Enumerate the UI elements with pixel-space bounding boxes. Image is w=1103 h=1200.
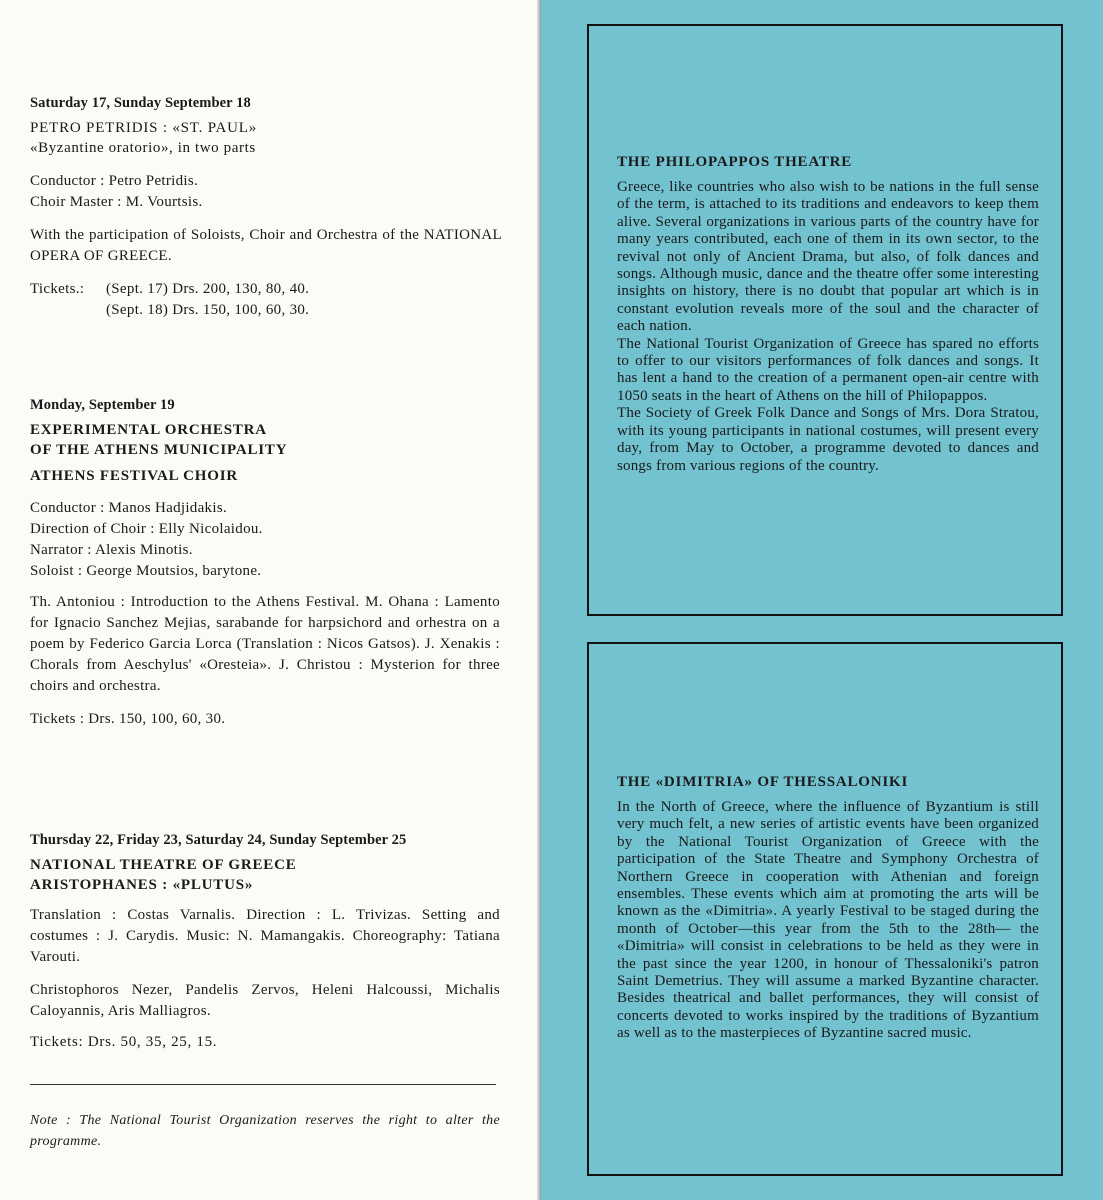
credit-line: Direction of Choir : Elly Nicolaidou. — [30, 521, 263, 537]
ticket-prices: Tickets : Drs. 150, 100, 60, 30. — [30, 711, 226, 727]
programme-text: Th. Antoniou : Introduction to the Athens Festival. M. Ohana : Lamento for Ignacio Sanchez Mejias, sarabande for harpsichord and orhestra on a poem by Federico Garcia Lorca (Translation : Nicos Gatsos). J. Xenakis : Chorals from Aeschylus' «Oresteia». J. Christou : Mysterion for three choirs and orchestra. — [30, 594, 500, 694]
ticket-line: (Sept. 18) Drs. 150, 100, 60, 30. — [106, 302, 310, 318]
event-monday — [30, 397, 500, 730]
philopappos-theatre-box — [587, 24, 1063, 616]
credit-line: Choir Master : M. Vourtsis. — [30, 194, 203, 210]
event-date: Saturday 17, Sunday September 18 — [30, 95, 251, 111]
box-paragraph: The National Tourist Organization of Greece has spared no efforts to offer to our visitors performances of folk dances and songs. It has lent a hand to the creation of a permanent open-air centre with 1050 seats in the heart of Athens on the hill of Philopappos. — [617, 335, 1039, 404]
programme-note: Note : The National Tourist Organization reserves the right to alter the programme. — [30, 1113, 500, 1149]
event-title: OF THE ATHENS MUNICIPALITY — [30, 442, 288, 458]
event-thursday-sunday — [30, 832, 500, 1053]
box-body — [617, 179, 1039, 475]
ticket-prices — [30, 279, 500, 321]
credit-line: Soloist : George Moutsios, barytone. — [30, 563, 262, 579]
tickets-label: Tickets.: — [30, 281, 85, 297]
ticket-prices: Tickets: Drs. 50, 35, 25, 15. — [30, 1034, 218, 1050]
box-title: THE PHILOPAPPOS THEATRE — [617, 154, 853, 170]
box-paragraph: In the North of Greece, where the influence of Byzantium is still very much felt, a new series of artistic events have been organized by the National Tourist Organization of Greece with the participation of the State Theatre and Symphony Orchestra of Northern Greece in cooperation with Athenian and foreign ensembles. These events which aim at promoting the arts will be known as the «Dimitria». A yearly Festival to be staged during the month of October—this year from the 5th to the 28th— the «Dimitria» will consist in celebrations to be held as they were in the past since the year 1200, in honour of Thessaloniki's patron Saint Demetrius. They will assume a marked Byzantine character. Besides theatrical and ballet performances, they will consist of concerts devoted to works inspired by the traditions of Byzantium as well as to the masterpieces of Byzantine sacred music. — [617, 799, 1039, 1042]
credits-text: Translation : Costas Varnalis. Direction : L. Trivizas. Setting and costumes : J. Carydis. Music: N. Mamangakis. Choreography: Tatiana Varouti. — [30, 907, 500, 965]
event-subtitle: «Byzantine oratorio», in two parts — [30, 140, 256, 156]
note-divider — [30, 1084, 496, 1085]
participation-text: With the participation of Soloists, Choir and Orchestra of the NATIONAL OPERA OF GREECE. — [30, 227, 502, 264]
cast-text: Christophoros Nezer, Pandelis Zervos, Heleni Halcoussi, Michalis Caloyannis, Aris Malliagros. — [30, 982, 500, 1019]
credit-line: Conductor : Petro Petridis. — [30, 173, 199, 189]
event-title: PETRO PETRIDIS : «ST. PAUL» — [30, 120, 258, 136]
event-saturday-sunday — [30, 95, 500, 321]
ticket-line: (Sept. 17) Drs. 200, 130, 80, 40. — [106, 281, 310, 297]
box-body — [617, 799, 1039, 1043]
box-paragraph: The Society of Greek Folk Dance and Songs of Mrs. Dora Stratou, with its young participants in national costumes, will present every day, from May to October, a programme devoted to dances and songs from various regions of the country. — [617, 405, 1039, 474]
left-page — [0, 0, 541, 1200]
event-title: EXPERIMENTAL ORCHESTRA — [30, 422, 267, 438]
credit-line: Conductor : Manos Hadjidakis. — [30, 500, 228, 516]
event-title: ARISTOPHANES : «PLUTUS» — [30, 877, 254, 893]
box-paragraph: Greece, like countries who also wish to be nations in the full sense of the term, is attached to its traditions and endeavors to keep them alive. Several organizations in various parts of the country have for many years contributed, each one of them in its own sector, to the revival not only of Ancient Drama, but also, of folk dances and songs. Although music, dance and the theatre offer some interesting insights on history, there is no doubt that popular art which is in constant evolution reveals more of the soul and the character of each nation. — [617, 179, 1039, 335]
credit-line: Narrator : Alexis Minotis. — [30, 542, 193, 558]
event-date: Monday, September 19 — [30, 397, 175, 413]
event-date: Thursday 22, Friday 23, Saturday 24, Sunday September 25 — [30, 832, 407, 848]
dimitria-box — [587, 642, 1063, 1176]
box-title: THE «DIMITRIA» OF THESSALONIKI — [617, 774, 909, 790]
event-title: NATIONAL THEATRE OF GREECE — [30, 857, 297, 873]
event-title-choir: ATHENS FESTIVAL CHOIR — [30, 468, 238, 484]
